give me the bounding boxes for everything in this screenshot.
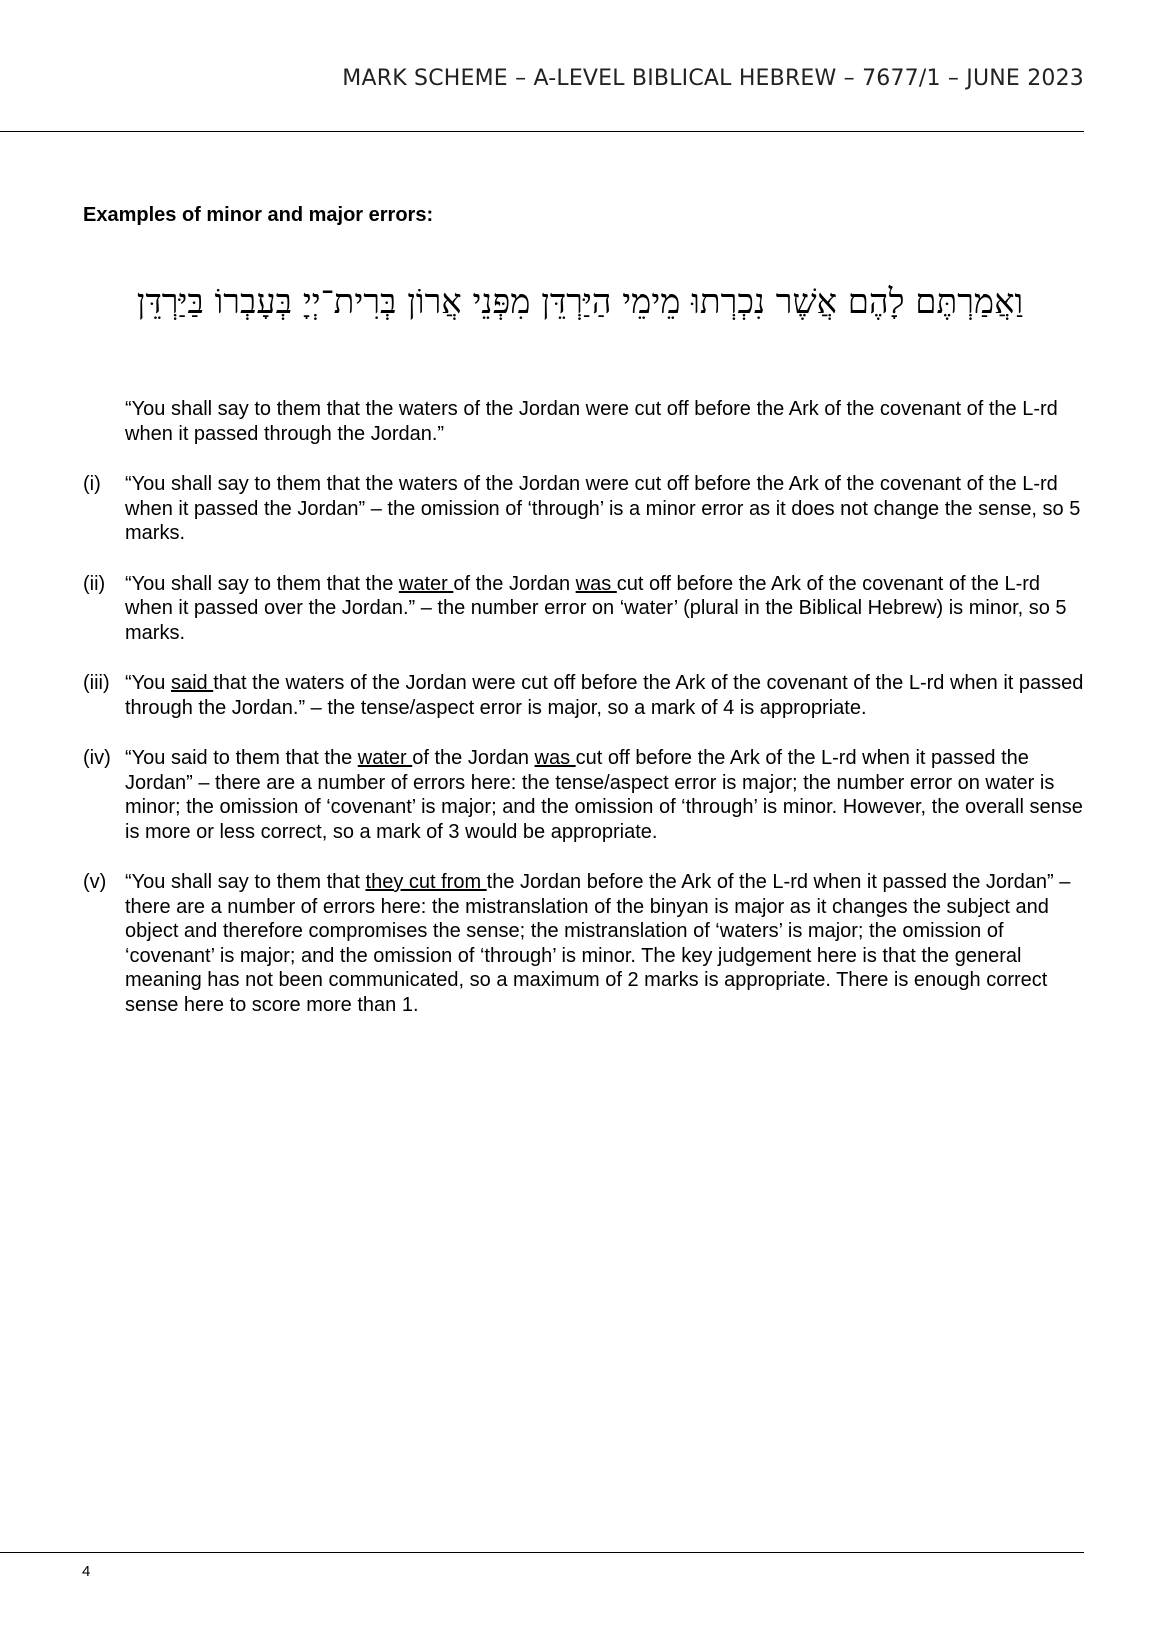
item-number: (v) xyxy=(83,871,107,893)
section-heading: Examples of minor and major errors: xyxy=(83,204,434,226)
document-header: MARK SCHEME – A-LEVEL BIBLICAL HEBREW – 7677/1 – JUNE 2023 xyxy=(342,66,1084,91)
item-number: (ii) xyxy=(83,572,106,595)
example-item-v xyxy=(83,870,1093,1017)
item-text-part: “You said to them that the xyxy=(125,747,358,769)
underlined-word: was xyxy=(534,747,576,769)
main-content xyxy=(83,397,1093,1043)
example-item-i xyxy=(83,472,1093,546)
item-text-part: “You shall say to them that the xyxy=(125,572,399,595)
item-text xyxy=(125,472,1093,546)
item-text-part: of the Jordan xyxy=(453,572,576,595)
example-item-iii xyxy=(83,671,1093,720)
item-text xyxy=(125,671,1093,720)
item-text-part: “You shall say to them that xyxy=(125,871,366,893)
underlined-word: water xyxy=(357,747,413,769)
item-text-part: “You xyxy=(125,672,171,694)
item-text-part: cut off before the Ark of the covenant of the L-rd when it passed over the Jordan.” – the number error on ‘water’ (plural in the Biblical Hebrew) is minor, so 5 marks. xyxy=(125,572,1067,644)
item-text xyxy=(125,870,1093,1017)
footer-divider xyxy=(0,1552,1084,1553)
underlined-word: they cut from xyxy=(365,871,487,893)
item-text-part: the Jordan before the Ark of the L-rd when it passed the Jordan” – there are a number of errors here: the mistranslation of the binyan is major as it changes the subject and object and therefore compromises the sense; the mistranslation of ‘waters’ is major; the omission of ‘covenant’ is major; and the omission of ‘through’ is minor. The key judgement here is that the general meaning has not been communicated, so a maximum of 2 marks is appropriate. There is enough correct sense here to score more than 1. xyxy=(125,871,1071,1016)
item-text-part: of the Jordan xyxy=(412,747,535,769)
item-number: (iv) xyxy=(83,747,111,769)
underlined-word: was xyxy=(575,572,617,595)
intro-translation: “You shall say to them that the waters of the Jordan were cut off before the Ark of the covenant of the L-rd when it passed through the Jordan.” xyxy=(125,398,1058,445)
item-text xyxy=(125,572,1093,646)
header-divider xyxy=(0,131,1084,132)
example-item-ii xyxy=(83,572,1093,646)
underlined-word: said xyxy=(170,672,214,694)
underlined-word: water xyxy=(398,572,454,595)
example-item-iv xyxy=(83,746,1093,844)
page-number: 4 xyxy=(82,1563,91,1580)
hebrew-verse: וַאֲמַרְתֶּם לָהֶם אֲשֶׁר נִכְרְתוּ מֵימֵי הַיַּרְדֵּן מִפְּנֵי אֲרוֹן בְּרִית־יְיָ בְּעָבְרוֹ בַּיַּרְדֵּן xyxy=(136,282,1024,322)
item-text xyxy=(125,746,1093,844)
item-number: (iii) xyxy=(83,672,110,694)
item-text-part: cut off before the Ark of the L-rd when it passed the Jordan” – there are a number of errors here: the tense/aspect error is major; the number error on water is minor; the omission of ‘covenant’ is major; and the omission of ‘through’ is minor. However, the overall sense is more or less correct, so a mark of 3 would be appropriate. xyxy=(125,747,1083,843)
item-number: (i) xyxy=(83,473,101,495)
item-text-part: that the waters of the Jordan were cut off before the Ark of the covenant of the L-rd when it passed through the Jordan.” – the tense/aspect error is major, so a mark of 4 is appropriate. xyxy=(125,672,1084,719)
item-text-part: “You shall say to them that the waters of the Jordan were cut off before the Ark of the covenant of the L-rd when it passed the Jordan” – the omission of ‘through’ is a minor error as it does not change the sense, so 5 marks. xyxy=(125,473,1081,544)
